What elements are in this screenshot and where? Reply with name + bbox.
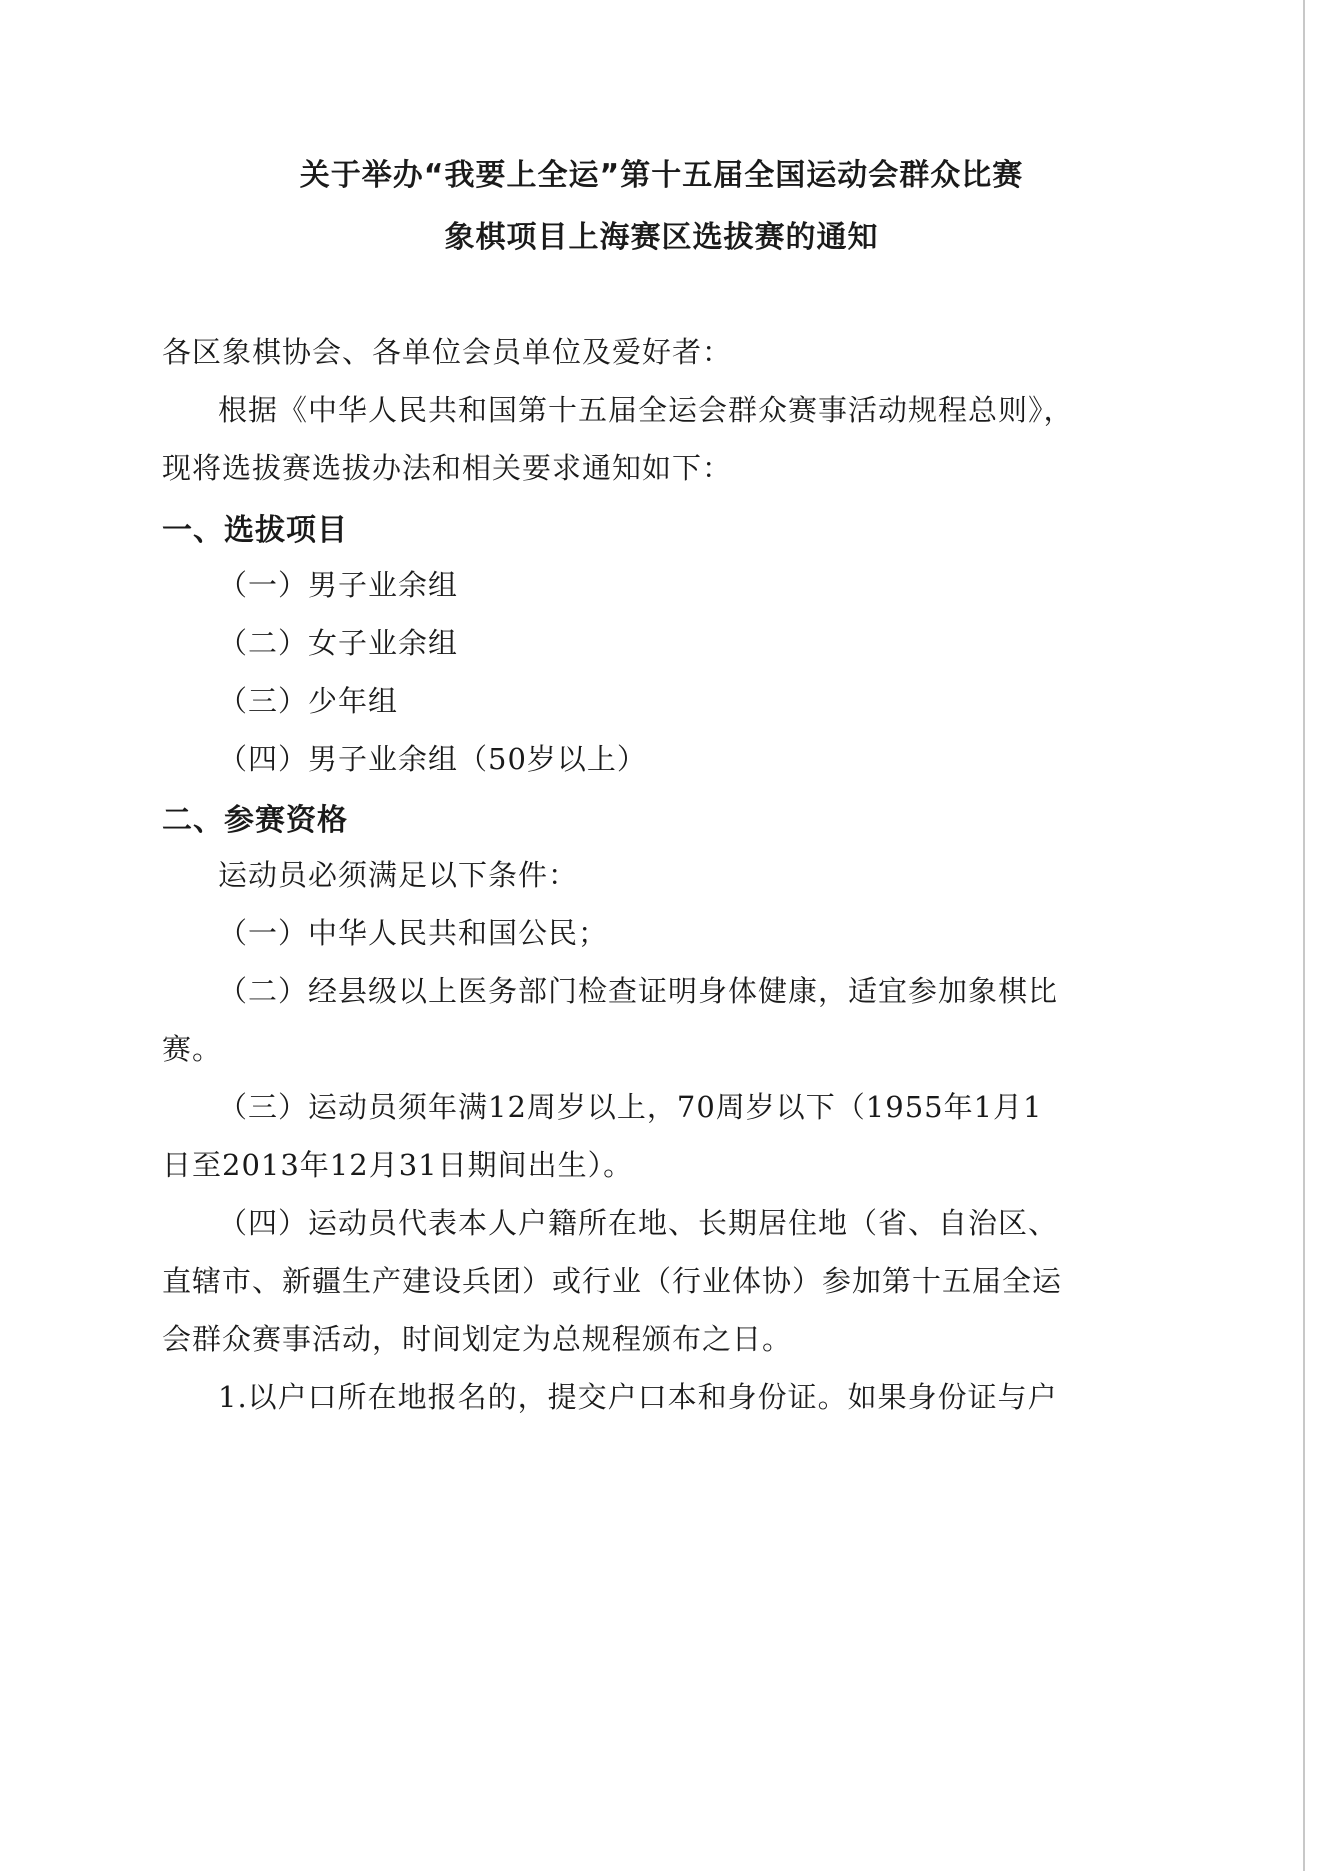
section-2-item-4-line-1: （四）运动员代表本人户籍所在地、长期居住地（省、自治区、: [218, 1206, 1059, 1240]
section-2-item-2-line-1: （二）经县级以上医务部门检查证明身体健康，适宜参加象棋比: [218, 974, 1059, 1008]
section-2-item-4-line-3: 会群众赛事活动，时间划定为总规程颁布之日。: [162, 1322, 793, 1356]
section-2-intro: 运动员必须满足以下条件：: [218, 858, 579, 892]
section-2-item-3-line-2: 日至2013年12月31日期间出生）。: [162, 1148, 634, 1182]
section-2-item-2-line-2: 赛。: [162, 1032, 223, 1066]
section-1-item: （三）少年组: [218, 684, 399, 718]
section-2-sub-1-line-1: 1.以户口所在地报名的，提交户口本和身份证。如果身份证与户: [218, 1380, 1058, 1414]
page-edge-line: [1303, 0, 1305, 1871]
document-title-line-1: 关于举办“我要上全运”第十五届全国运动会群众比赛: [299, 158, 1024, 193]
section-2-heading: 二、参赛资格: [162, 803, 348, 838]
intro-line-1: 根据《中华人民共和国第十五届全运会群众赛事活动规程总则》，: [218, 393, 1074, 427]
section-2-item-3-line-1: （三）运动员须年满12周岁以上，70周岁以下（1955年1月1: [218, 1090, 1043, 1124]
document-title-line-2: 象棋项目上海赛区选拔赛的通知: [444, 220, 879, 255]
section-1-heading: 一、选拔项目: [162, 513, 348, 548]
section-2-item-4-line-2: 直辖市、新疆生产建设兵团）或行业（行业体协）参加第十五届全运: [162, 1264, 1063, 1298]
section-1-item: （二）女子业余组: [218, 626, 459, 660]
salutation: 各区象棋协会、各单位会员单位及爱好者：: [162, 335, 733, 369]
section-1-item: （四）男子业余组（50岁以上）: [218, 742, 647, 776]
section-2-item-1: （一）中华人民共和国公民；: [218, 916, 609, 950]
section-1-item: （一）男子业余组: [218, 568, 459, 602]
intro-line-2: 现将选拔赛选拔办法和相关要求通知如下：: [162, 451, 733, 485]
